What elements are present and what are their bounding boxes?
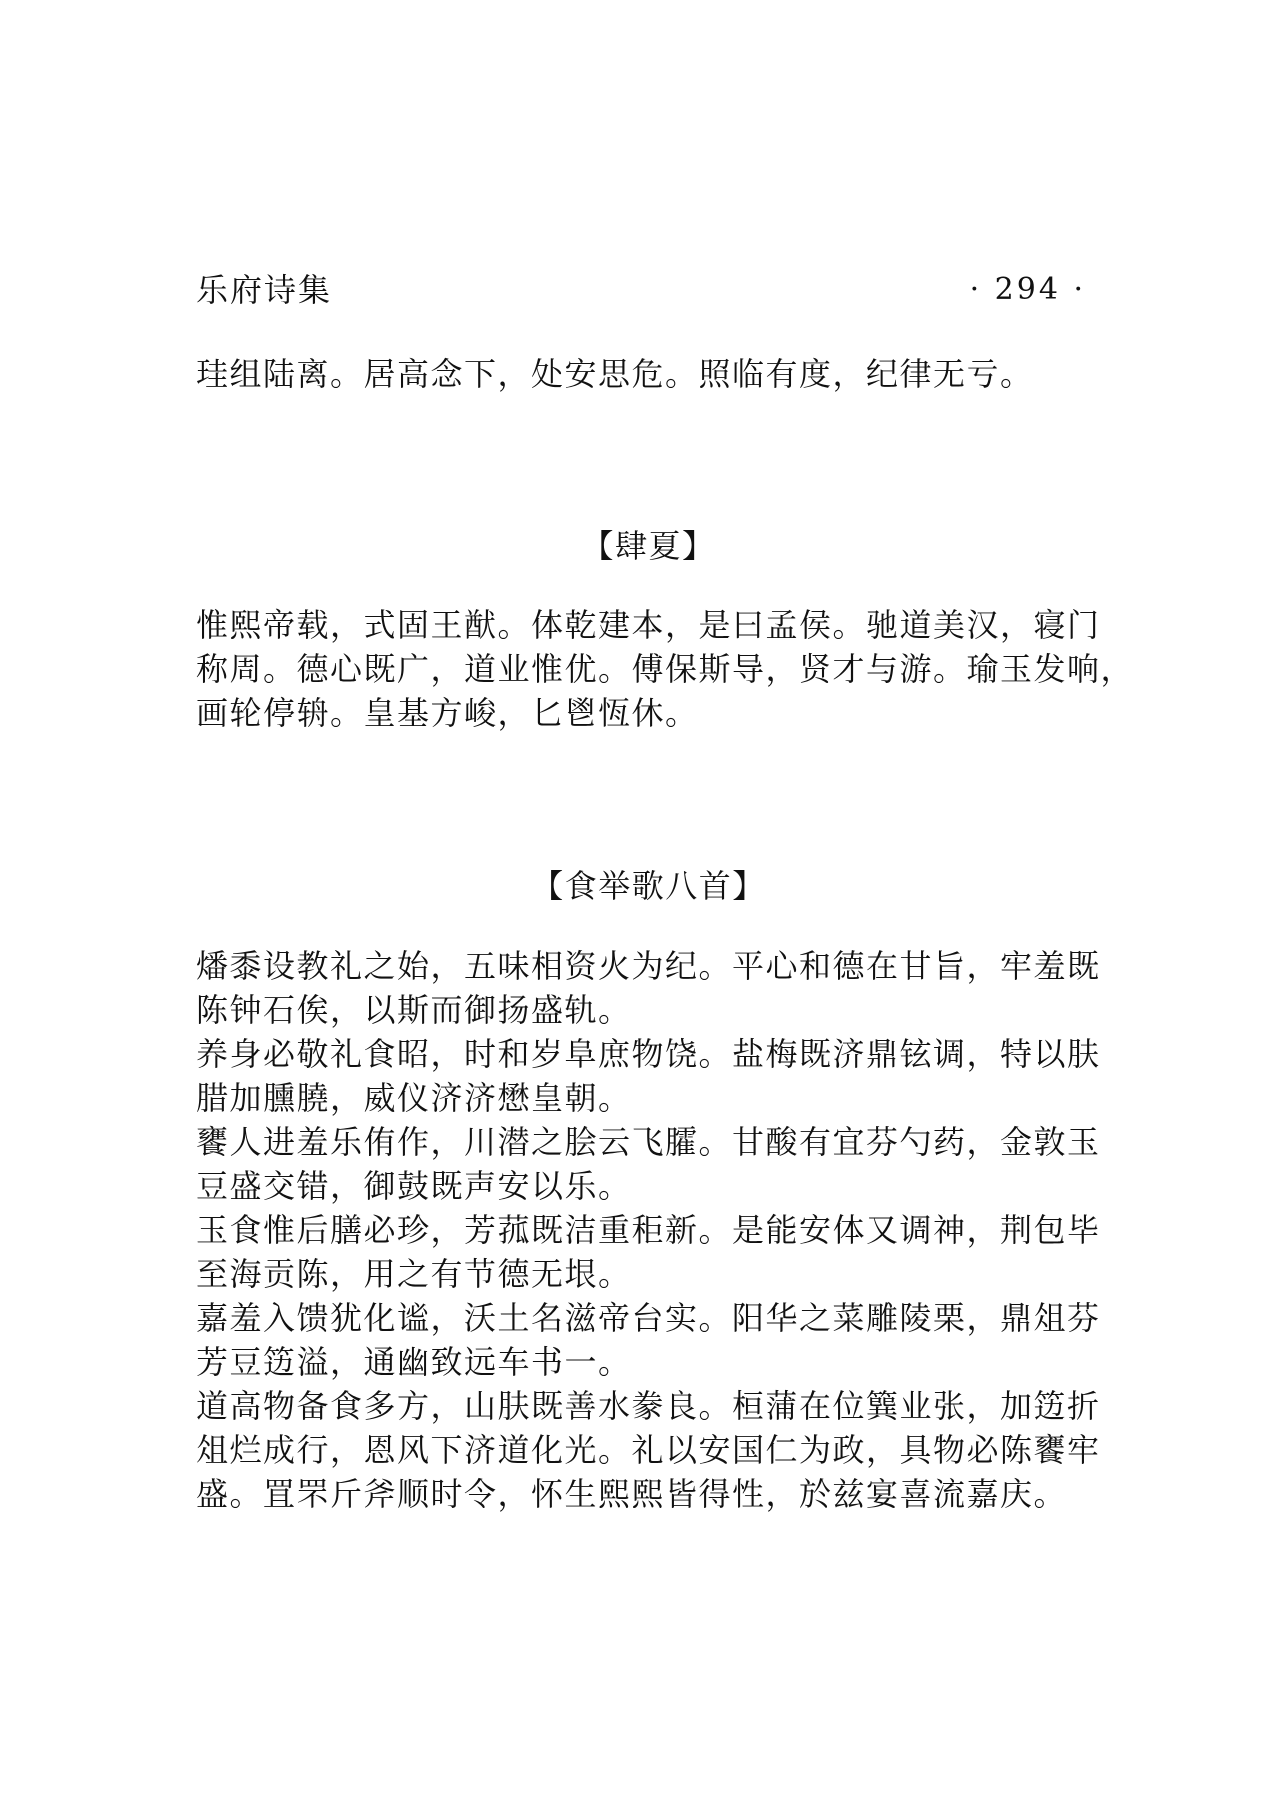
section-heading-shi-ju-ge: 【食举歌八首】: [531, 867, 766, 905]
poem-si-xia: [196, 603, 1135, 735]
text-line: 嘉羞入馈犹化谧，沃土名滋帝台实。阳华之菜雕陵栗，鼎俎芬: [196, 1299, 1101, 1337]
text-line: 玉食惟后膳必珍，芳菰既洁重秬新。是能安体又调神，荆包毕: [196, 1211, 1101, 1249]
text-line: 腊加臐膮，威仪济济懋皇朝。: [196, 1079, 632, 1117]
poem-shi-ju-ge: [196, 944, 1101, 1516]
text-line: 至海贡陈，用之有节德无垠。: [196, 1255, 632, 1293]
text-line: 饔人进羞乐侑作，川潜之脍云飞臛。甘酸有宜芬勺药，金敦玉: [196, 1123, 1101, 1161]
text-line: 画轮停辀。皇基方峻，匕鬯恆休。: [196, 694, 699, 732]
section-heading-si-xia: 【肆夏】: [581, 527, 716, 565]
book-title: 乐府诗集: [196, 271, 333, 309]
text-line: 豆盛交错，御鼓既声安以乐。: [196, 1167, 632, 1205]
text-line: 盛。罝罘斤斧顺时令，怀生熙熙皆得性，於兹宴喜流嘉庆。: [196, 1475, 1068, 1513]
text-line: 惟熙帝载，式固王猷。体乾建本，是曰孟侯。驰道美汉，寝门: [196, 606, 1101, 644]
text-line: 燔黍设教礼之始，五味相资火为纪。平心和德在甘旨，牢羞既: [196, 947, 1101, 985]
text-line: 道高物备食多方，山肤既善水豢良。桓蒲在位簨业张，加笾折: [196, 1387, 1101, 1425]
text-line: 养身必敬礼食昭，时和岁阜庶物饶。盐梅既济鼎铉调，特以肤: [196, 1035, 1101, 1073]
continuation-paragraph: [196, 352, 1101, 396]
page-number: · 294 ·: [969, 272, 1086, 307]
text-line: 珪组陆离。居高念下，处安思危。照临有度，纪律无亏。: [196, 355, 1034, 393]
text-line: 俎烂成行，恩风下济道化光。礼以安国仁为政，具物必陈饔牢: [196, 1431, 1101, 1469]
running-header: [196, 268, 1086, 312]
text-line: 陈钟石俟，以斯而御扬盛轨。: [196, 991, 632, 1029]
text-line: 称周。德心既广，道业惟优。傅保斯导，贤才与游。瑜玉发响，: [196, 650, 1135, 688]
text-line: 芳豆笾溢，通幽致远车书一。: [196, 1343, 632, 1381]
